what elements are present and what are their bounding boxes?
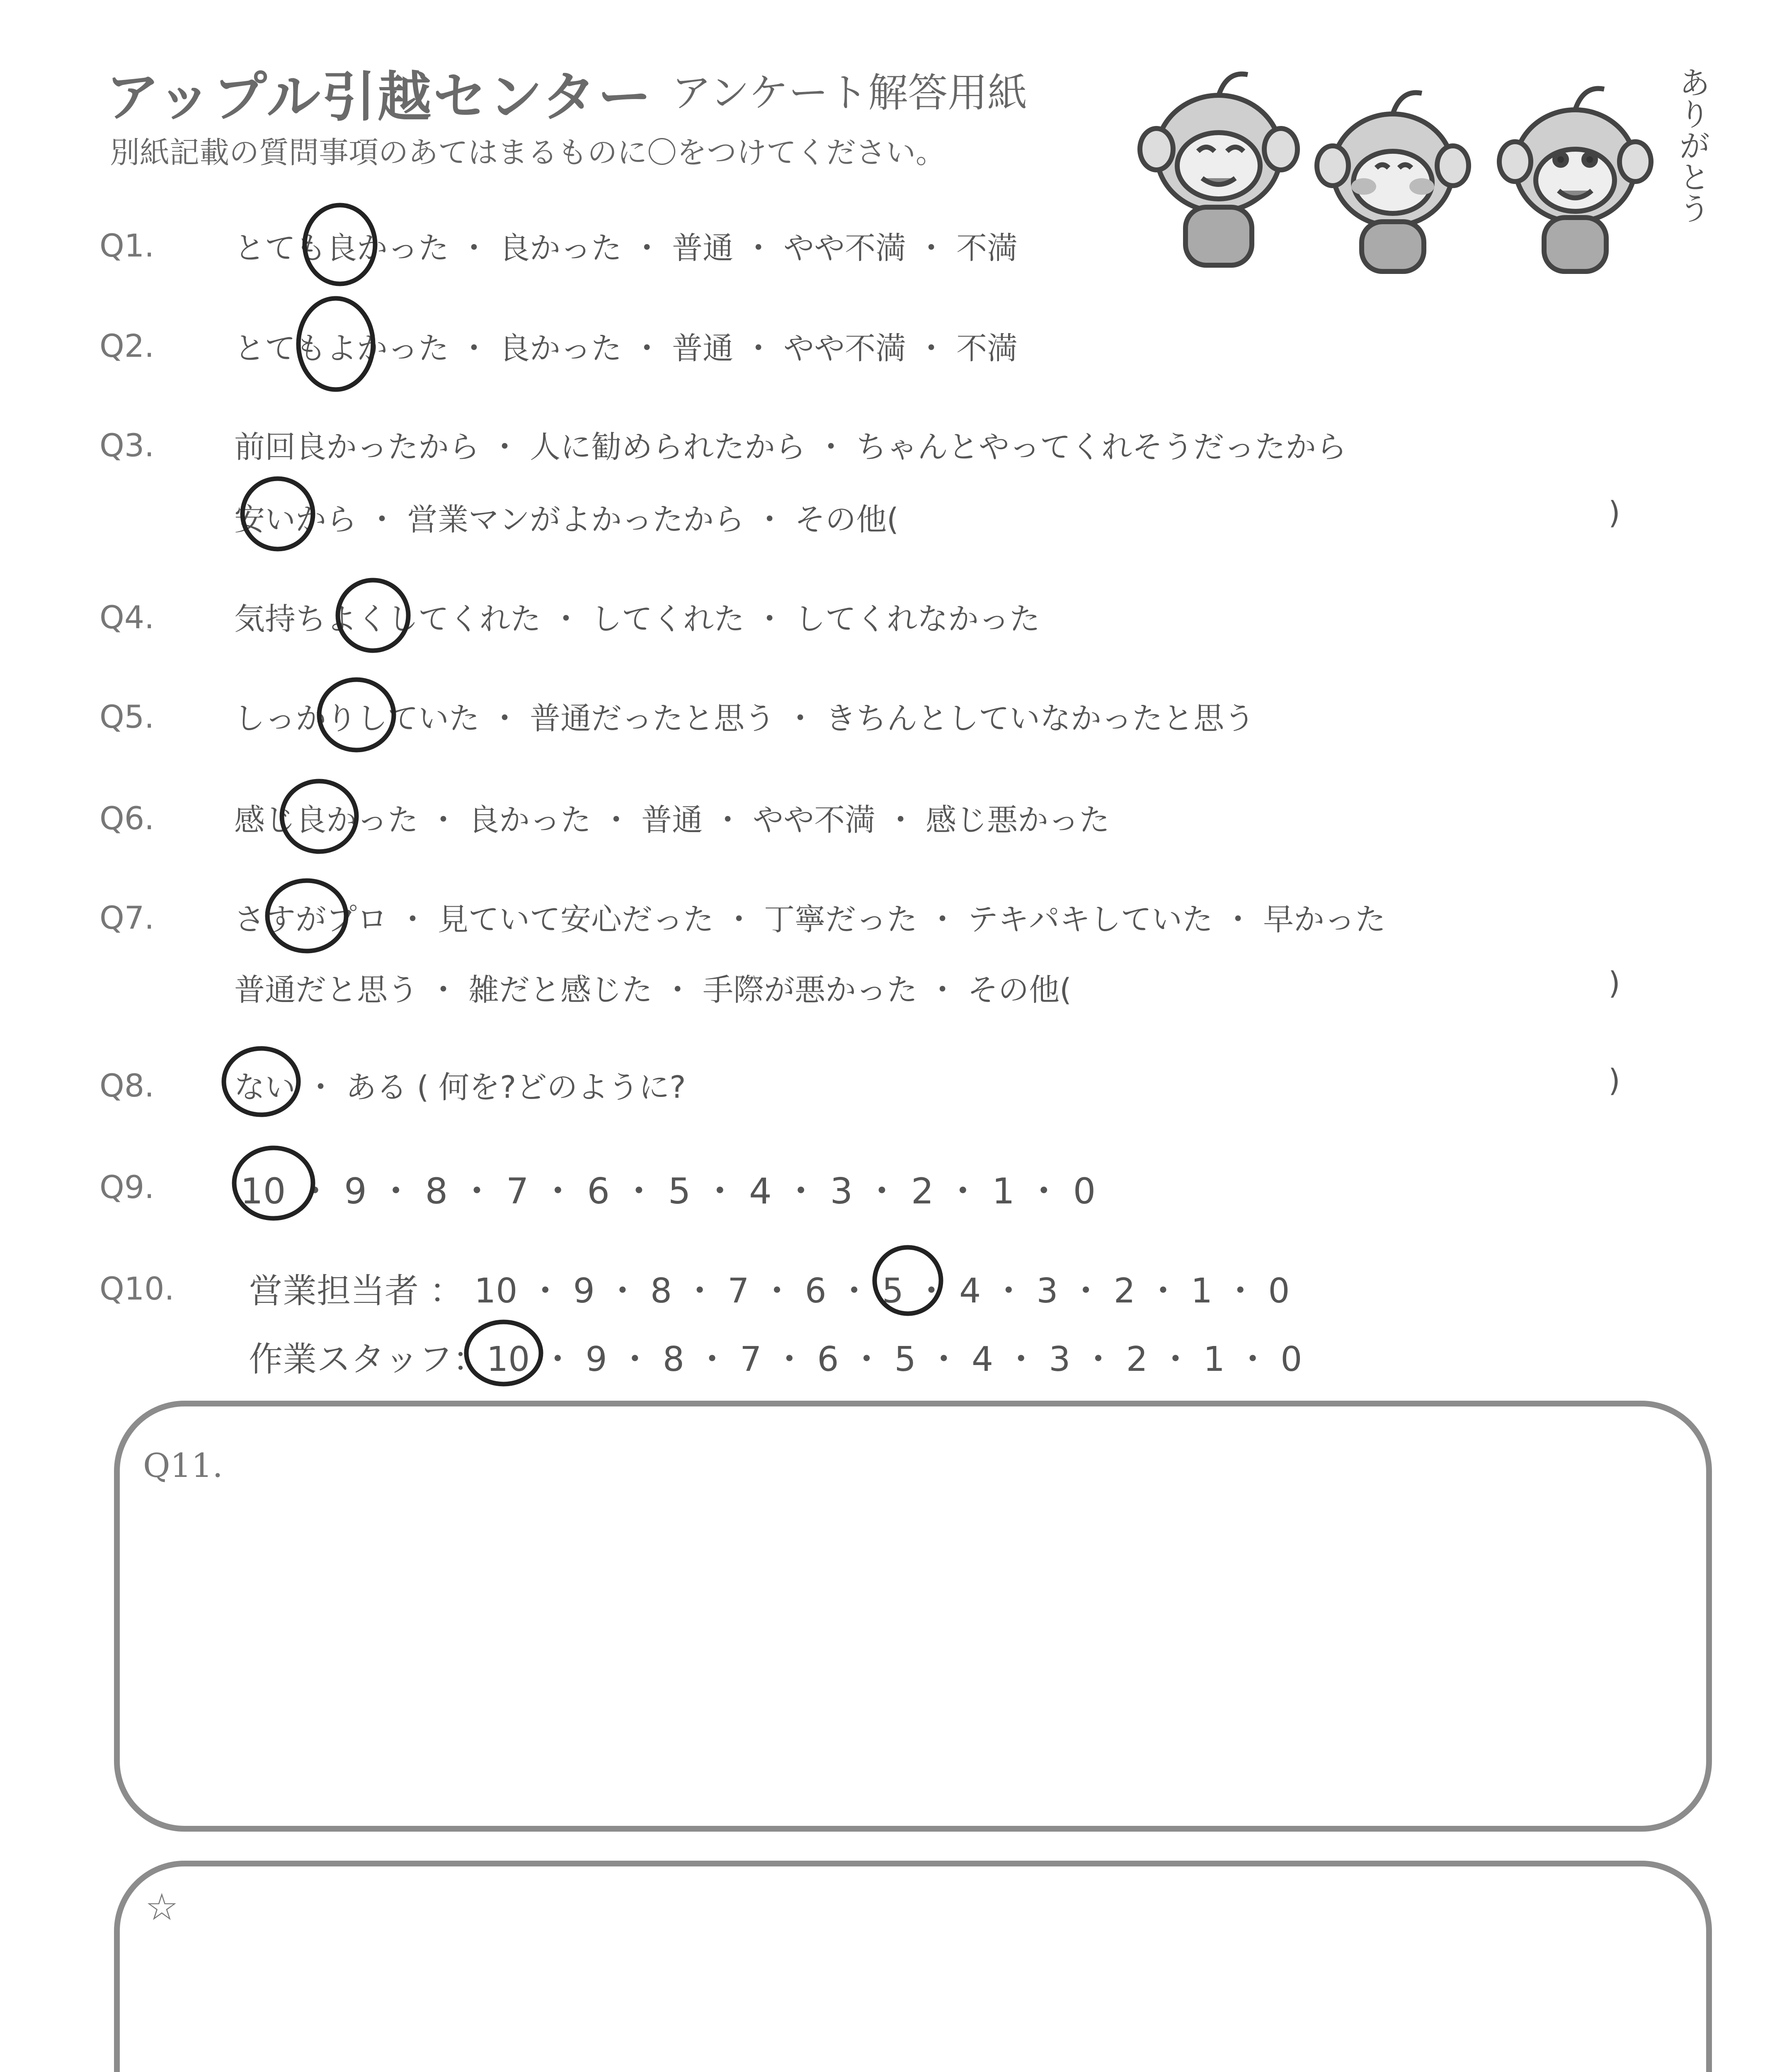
q4-circle-mark <box>338 580 408 651</box>
company-name: アップル引越センター <box>106 65 653 128</box>
q1-options: とても良かった ・ 良かった ・ 普通 ・ やや不満 ・ 不満 <box>234 230 1018 266</box>
q4-options: 気持ちよくしてくれた ・ してくれた ・ してくれなかった <box>234 601 1040 637</box>
q10-sales-scale: 営業担当者 ： 10 ・ 9 ・ 8 ・ 7 ・ 6 ・ 5 ・ 4 ・ 3 ・ 2 ・ 1 ・ 0 <box>249 1271 1290 1311</box>
form-title: アンケート解答用紙 <box>672 70 1028 116</box>
q10-staff-circle-mark <box>466 1322 541 1384</box>
q8-circle-mark <box>224 1048 298 1115</box>
star-comment-box[interactable] <box>114 1861 1712 2072</box>
q10-sales-circle-mark <box>875 1247 941 1314</box>
mascot-message: ありがとう <box>1674 66 1711 224</box>
q5-options: しっかりしていた ・ 普通だったと思う ・ きちんとしていなかったと思う <box>234 701 1255 736</box>
q6-options: 感じ良かった ・ 良かった ・ 普通 ・ やや不満 ・ 感じ悪かった <box>234 802 1110 838</box>
q6-number: Q6. <box>99 800 155 837</box>
q10-number: Q10. <box>99 1270 175 1307</box>
q7-other-close: ) <box>1608 966 1620 1001</box>
q11-comment-box[interactable] <box>114 1401 1712 1832</box>
star-label: ☆ <box>145 1886 179 1929</box>
q9-scale: 10 ・ 9 ・ 8 ・ 7 ・ 6 ・ 5 ・ 4 ・ 3 ・ 2 ・ 1 ・ 0 <box>240 1171 1096 1212</box>
q5-circle-mark <box>319 680 394 750</box>
q9-circle-mark <box>234 1148 313 1218</box>
q7-options-line1: さすがプロ ・ 見ていて安心だった ・ 丁寧だった ・ テキパキしていた ・ 早かった <box>234 902 1386 937</box>
q9-number: Q9. <box>99 1169 155 1205</box>
q7-number: Q7. <box>99 899 155 936</box>
q3-options-line2: 安いから ・ 営業マンがよかったから ・ その他( <box>234 502 899 537</box>
q1-circle-mark <box>305 205 375 284</box>
q10-staff-scale: 作業スタッフ：10 ・ 9 ・ 8 ・ 7 ・ 6 ・ 5 ・ 4 ・ 3 ・ 2 ・ 1 ・ 0 <box>249 1340 1302 1379</box>
q5-number: Q5. <box>99 698 155 735</box>
q8-close: ) <box>1608 1063 1620 1099</box>
q7-circle-mark <box>267 881 346 951</box>
q7-options-line2: 普通だと思う ・ 雑だと感じた ・ 手際が悪かった ・ その他( <box>234 972 1072 1008</box>
q3-circle-mark <box>242 479 313 549</box>
q2-number: Q2. <box>99 327 155 364</box>
q11-label: Q11. <box>143 1446 223 1485</box>
q2-options: とてもよかった ・ 良かった ・ 普通 ・ やや不満 ・ 不満 <box>234 331 1018 366</box>
q3-other-close: ) <box>1608 495 1620 531</box>
q3-number: Q3. <box>99 427 155 464</box>
q6-circle-mark <box>282 781 356 852</box>
q8-options: ない ・ ある ( 何を?どのように? <box>234 1070 686 1105</box>
q8-number: Q8. <box>99 1067 155 1104</box>
q3-options-line1: 前回良かったから ・ 人に勧められたから ・ ちゃんとやってくれそうだったから <box>234 429 1347 465</box>
instructions: 別紙記載の質問事項のあてはまるものに〇をつけてください。 <box>110 135 946 170</box>
q1-number: Q1. <box>99 227 155 264</box>
q4-number: Q4. <box>99 599 155 636</box>
q2-circle-mark <box>298 298 373 390</box>
